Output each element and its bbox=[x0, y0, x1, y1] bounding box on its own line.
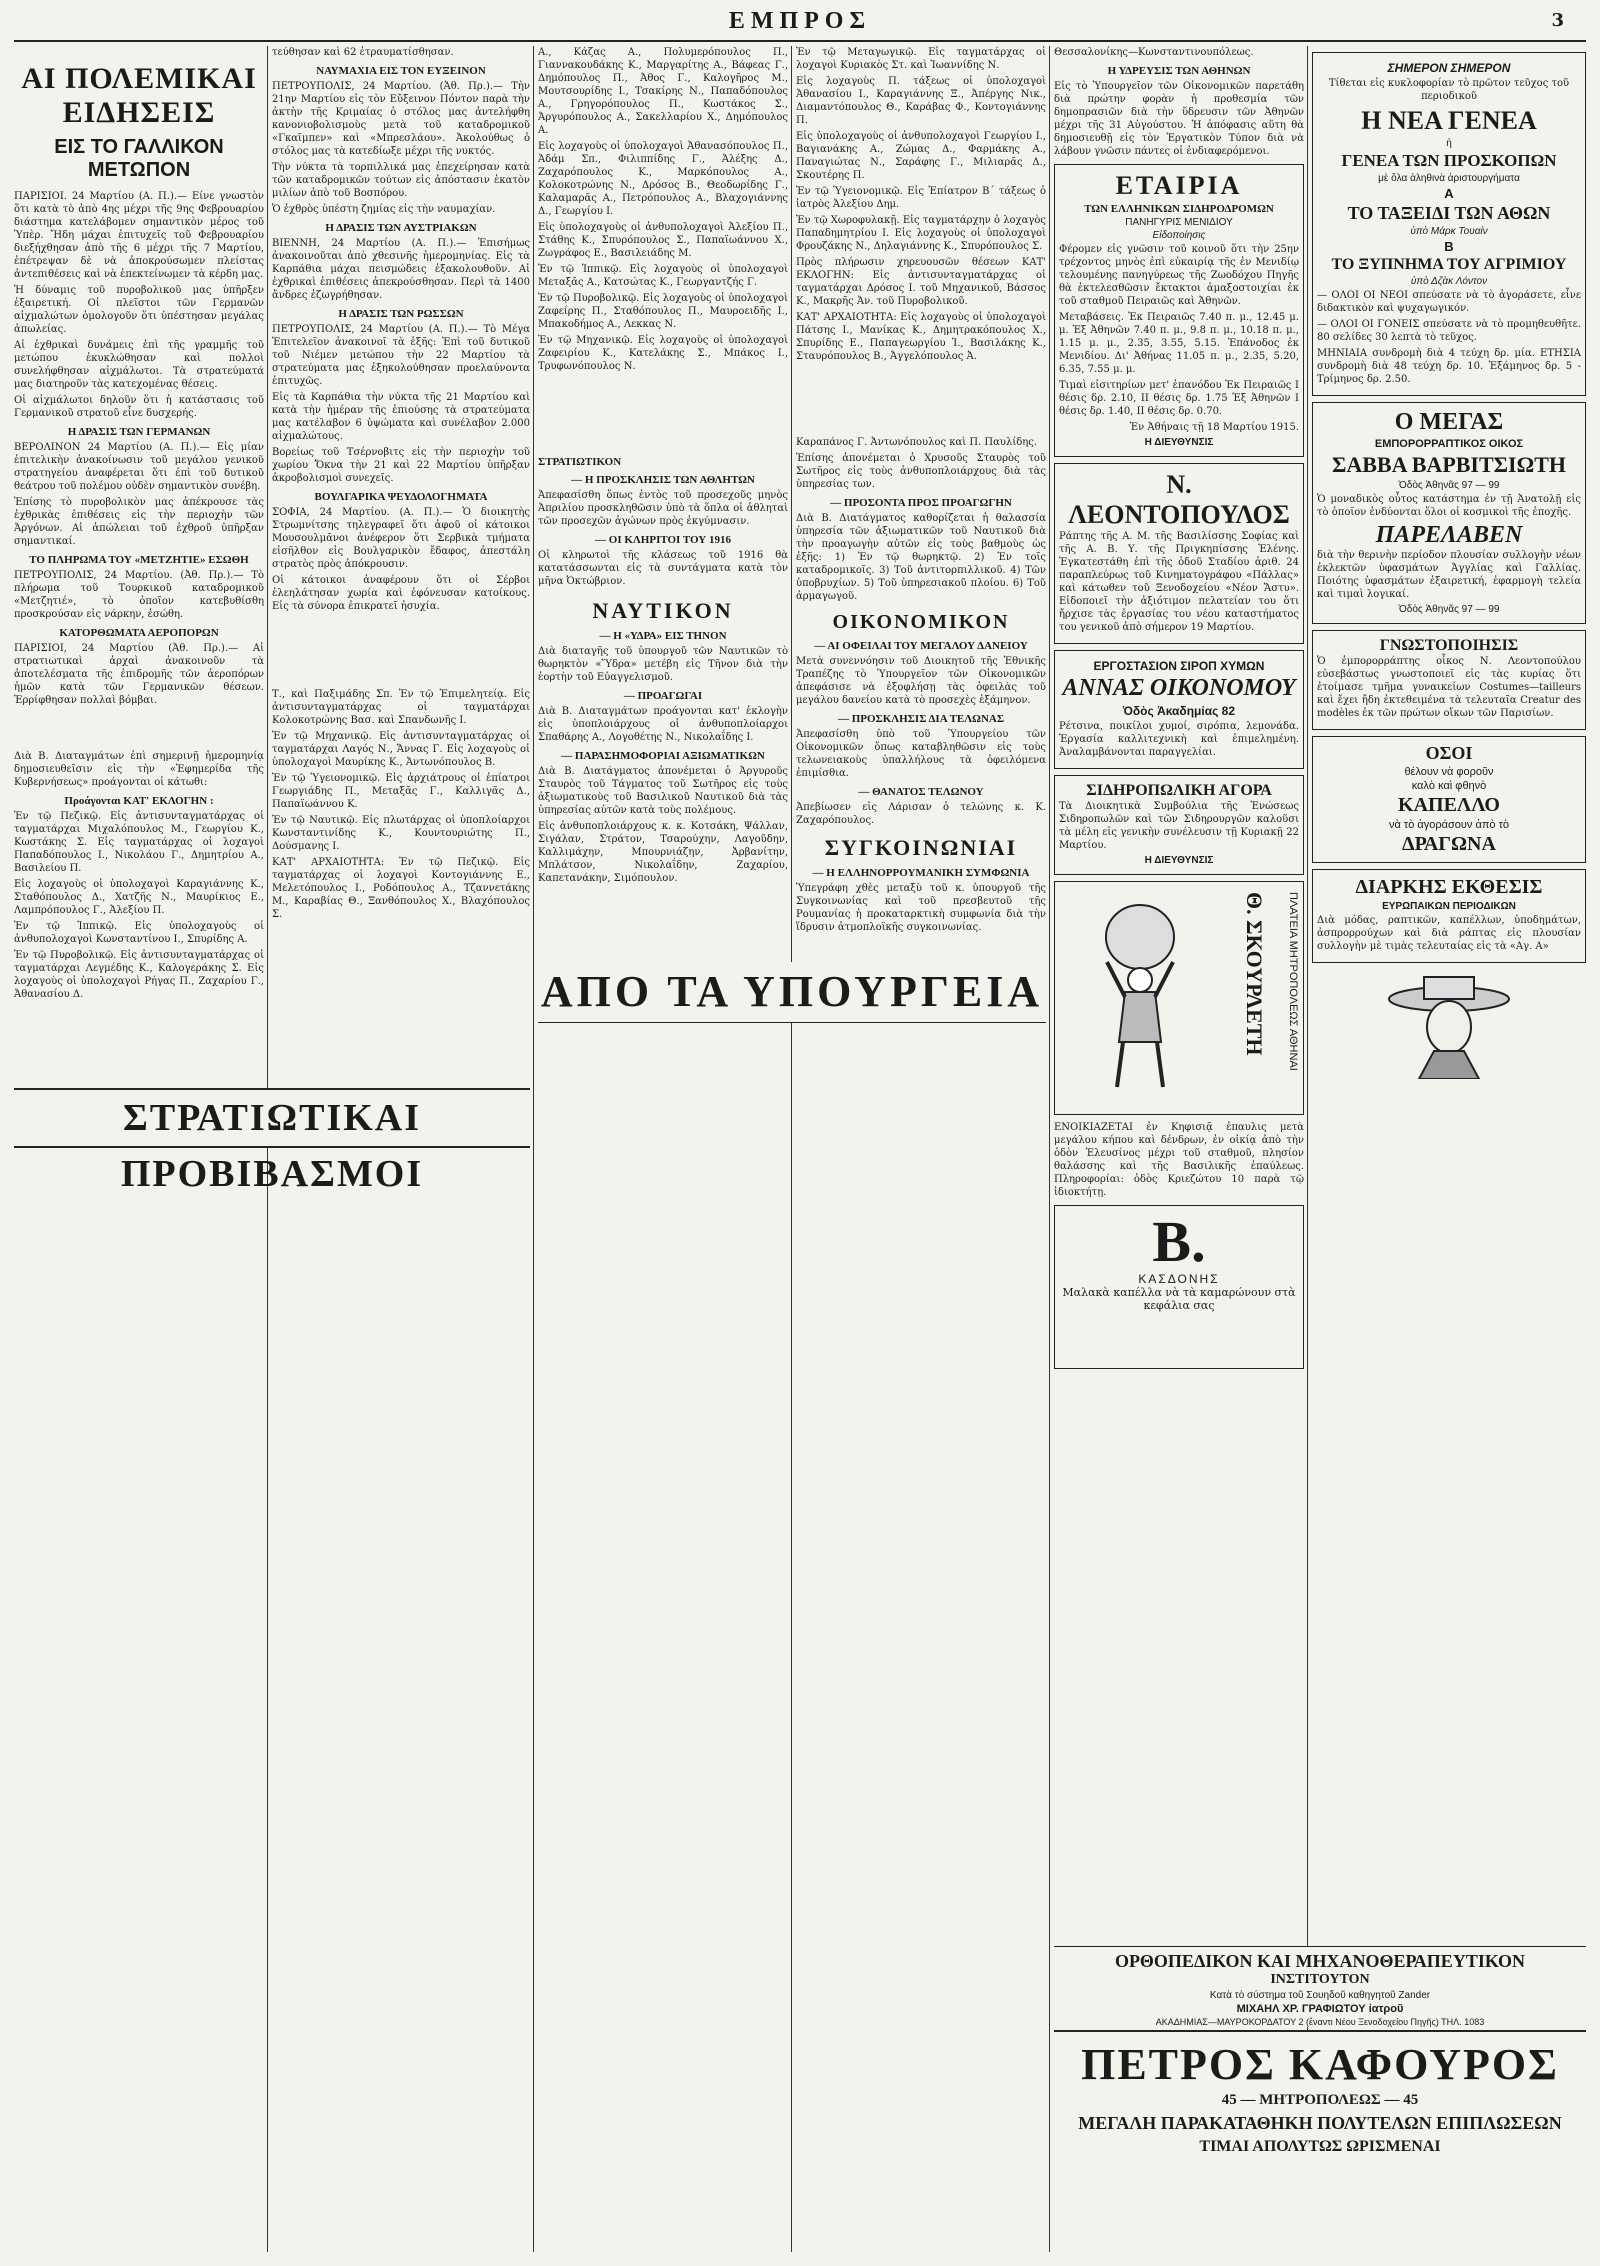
ad-skourleti-place: ΠΛΑΤΕΙΑ ΜΗΤΡΟΠΟΛΕΩΣ ΑΘΗΝΑΙ bbox=[1287, 892, 1299, 1071]
column-rule bbox=[1049, 46, 1050, 2252]
porter-illustration bbox=[1065, 892, 1215, 1092]
ad-exhibition-text: Διὰ μόδας, ραπτικῶν, καπέλλων, ὑποδημάτων, ἀσπρορρούχων καὶ διὰ ράπτας εἰς πλουσίαν συλλογὴν μὲ τιμὰς τελευταίας εἰς τὰ «Αγ. Α» bbox=[1317, 915, 1581, 952]
article-paragraph: Μετὰ συνεννόησιν τοῦ Διοικητοῦ τῆς Ἐθνικῆς Τραπέζης τὸ Ὑπουργεῖον τῶν Οἰκονομικῶν ἀπεφάσισε νὰ ἐξοφλήσῃ τὰς ὀφειλὰς τοῦ μεγάλου δανείου κατὰ τὸ προσεχὲς ἑξάμηνον. bbox=[796, 656, 1046, 706]
ad-syrup-title: ΕΡΓΟΣΤΑΣΙΟΝ ΣΙΡΟΠ ΧΥΜΩΝ bbox=[1093, 659, 1265, 673]
ad-iron-text: Τὰ Διοικητικὰ Συμβούλια τῆς Ἐνώσεως Σιδηροπωλῶν καὶ τῶν Σιδηρουργῶν καλοῦσι τὰ μέλη εἰς γενικὴν συνέλευσιν τῇ Κυριακῇ 22 Μαρτίου. bbox=[1059, 801, 1299, 851]
ad-dragona-line: θέλουν νὰ φοροῦν bbox=[1404, 766, 1494, 778]
ad-orthopedic-title: ΟΡΘΟΠΕΔΙΚΟΝ ΚΑΙ ΜΗΧΑΝΟΘΕΡΑΠΕΥΤΙΚΟΝ bbox=[1114, 1951, 1526, 1971]
ad-iron-title: ΣΙΔΗΡΟΠΩΛΙΚΗ ΑΓΟΡΑ bbox=[1086, 782, 1272, 799]
ad-nea-genea-article: ἡ bbox=[1446, 138, 1452, 149]
article-paragraph: Ἐν τῷ Μεταγωγικῷ. Εἰς ταγματάρχας οἱ λοχαγοὶ Κυριακὸς Στ. καὶ Ἰωαννίδης Ν. bbox=[796, 47, 1046, 71]
article-paragraph: Α., Κάζας Α., Πολυμερόπουλος Π., Γιαννακουδάκης Κ., Μαργαρίτης Α., Βάφεας Γ., Δημόπουλος Π., Ἀθος Γ., Καλογῆρος Μ., Μουτσουρίδης Ι., Τσακίρης Ν., Παπαδόπουλος Α., Γρηγορόπουλος Π., Κωστάκος Σ., Ἀργυρόπουλος Α., Σακελλαρίου Χ., Δημόπουλος Α. bbox=[538, 47, 788, 136]
article-paragraph: τεύθησαν καὶ 62 ἐτραυματίσθησαν. bbox=[272, 47, 454, 58]
article-paragraph: Ὑπεγράφη χθὲς μεταξὺ τοῦ κ. ὑπουργοῦ τῆς Συγκοινωνίας καὶ τοῦ πρεσβευτοῦ τῆς Ρουμανίας ἡ προκαταρκτικὴ συμφωνία διὰ τὴν ἵδρυσιν ἀτμοπλοϊκῆς συγκοινωνίας. bbox=[796, 883, 1046, 933]
headline-naval: ΝΑΥΤΙΚΟΝ bbox=[592, 598, 734, 623]
ad-kasdonis-name: ΚΑΣΔΟΝΗΣ bbox=[1138, 1272, 1220, 1286]
article-paragraph: Καραπάνος Γ. Ἀντωνόπουλος καὶ Π. Παυλίδης. bbox=[796, 437, 1038, 448]
article-paragraph: Ἀπεβίωσεν εἰς Λάρισαν ὁ τελώνης κ. Κ. Ζαχαρόπουλος. bbox=[796, 802, 1046, 826]
masthead bbox=[14, 6, 1586, 42]
section-heading: — Η ΠΡΟΣΚΛΗΣΙΣ ΤΩΝ ΑΘΛΗΤΩΝ bbox=[571, 474, 755, 486]
article-paragraph: Διὰ Β. Διατάγματος καθορίζεται ἡ θαλασσία ὑπηρεσία τῶν ἀξιωματικῶν τοῦ Ναυτικοῦ διὰ τὴν προαγωγὴν αὐτῶν εἰς τοὺς βαθμοὺς ὡς ἑξῆς: 1) Ἐν τῷ θωρηκτῷ. 2) Ἐν τοῖς καταδρομικοῖς. 3) Τοῦ ἀντιτορπιλλικοῦ. 4) Τῶν ὑποβρυχίων. 5) Τοῦ ὑπηρεσιακοῦ πλοίου. 6) Τοῦ ἀρμαγωγοῦ. bbox=[796, 513, 1046, 602]
ad-nea-genea-mid: μὲ ὅλα ἀληθινὰ ἀριστουργήματα bbox=[1378, 173, 1520, 184]
section-heading: Η ΔΡΑΣΙΣ ΤΩΝ ΑΥΣΤΡΙΑΚΩΝ bbox=[325, 222, 477, 234]
ad-leontopoulos-name: Ν. ΛΕΟΝΤΟΠΟΥΛΟΣ bbox=[1068, 470, 1290, 529]
ad-nea-genea-work1: ΤΟ ΤΑΞΕΙΔΙ ΤΩΝ ΑΘΩΝ bbox=[1347, 203, 1551, 223]
article-paragraph: Οἱ αἰχμάλωτοι δηλοῦν ὅτι ἡ κατάστασις τοῦ Γερμανικοῦ στρατοῦ εἶνε δυσχερής. bbox=[14, 395, 264, 419]
ad-dragona bbox=[1312, 736, 1586, 863]
section-heading: — Η ΕΛΛΗΝΟΡΡΟΥΜΑΝΙΚΗ ΣΥΜΦΩΝΙΑ bbox=[812, 867, 1030, 879]
ad-railway-notice: Εἰδοποίησις bbox=[1152, 230, 1206, 241]
ad-leontopoulos-text: Ράπτης τῆς Α. Μ. τῆς Βασιλίσσης Σοφίας καὶ τῆς Α. Β. Υ. τῆς Πριγκηπίσσης Ἑλένης. Ἐγκατεστάθη ἐπὶ τῆς ὁδοῦ Σταδίου ἀριθ. 24 παραπλεύρως τοῦ Κινηματογράφου «Πάλλας» καὶ κάτωθεν τοῦ Ξενοδοχείου «Νέον Ἄστυ». Εἰδοποιεῖ τὴν ἀξιότιμον πελατείαν του ὅτι ἤρχισε τὰς ἐργασίας του νέου καταστήματος του γενικοῦ ἀπὸ σήμερον 19 Μαρτίου. bbox=[1059, 531, 1299, 633]
ad-railway-title: ΕΤΑΙΡΙΑ bbox=[1115, 171, 1243, 200]
section-heading: — ΑΙ ΟΦΕΙΛΑΙ ΤΟΥ ΜΕΓΑΛΟΥ ΔΑΝΕΙΟΥ bbox=[814, 640, 1028, 652]
article-paragraph: Βορείως τοῦ Τσέρνοβιτς εἰς τὴν περιοχὴν τοῦ χωρίου Ὄκνα τὴν 21 καὶ 22 Μαρτίου ὑπῆρξαν ἀκροβολισμοὶ συνεχεῖς. bbox=[272, 447, 530, 484]
ad-kasdonis-letter: Β. bbox=[1152, 1209, 1206, 1274]
section-heading: Η ΥΔΡΕΥΣΙΣ ΤΩΝ ΑΘΗΝΩΝ bbox=[1107, 65, 1251, 77]
ad-syrup-address: Ὁδὸς Ἀκαδημίας 82 bbox=[1122, 704, 1236, 718]
article-paragraph: Ἀπεφασίσθη ὑπὸ τοῦ Ὑπουργείου τῶν Οἰκονομικῶν ὅπως καταβληθῶσιν εἰς τοὺς τελωνειακοὺς ὑπαλλήλους τὰ ὀφειλόμενα ἐπιμίσθια. bbox=[796, 729, 1046, 779]
ad-dragona-line: νὰ τὸ ἀγοράσουν ἀπὸ τὸ bbox=[1388, 819, 1510, 831]
article-paragraph: Ἐπίσης ἀπονέμεται ὁ Χρυσοῦς Σταυρὸς τοῦ Σωτῆρος εἰς τοὺς ἀνθυποπλοιάρχους διὰ τὰς ὑπηρεσίας των. bbox=[796, 453, 1046, 490]
headline-war-news: ΑΙ ΠΟΛΕΜΙΚΑΙ ΕΙΔΗΣΕΙΣ bbox=[21, 62, 257, 129]
section-heading: ΚΑΤΟΡΘΩΜΑΤΑ ΑΕΡΟΠΟΡΩΝ bbox=[59, 627, 219, 639]
ad-exhibition-title: ΔΙΑΡΚΗΣ ΕΚΘΕΣΙΣ bbox=[1355, 876, 1543, 898]
ad-railway-text: Φέρομεν εἰς γνῶσιν τοῦ κοινοῦ ὅτι τὴν 25ην τρέχοντος μηνὸς ἐπὶ εὐκαιρίᾳ τῆς ἐν Μενιδίῳ τελουμένης πανηγύρεως τῆς Ζωοδόχου Πηγῆς θὰ ἐκτελεσθῶσιν ἔκτακτοι ἁμαξοστοιχίαι ἐκ τοῦ σταθμοῦ Πειραιῶς καὶ Ἀθηνῶν. bbox=[1059, 244, 1299, 307]
article-paragraph: ΠΕΤΡΟΥΠΟΛΙΣ, 24 Μαρτίου. (Ἀθ. Πρ.).— Τὸ πλήρωμα τοῦ Τουρκικοῦ καταδρομικοῦ «Μετζητιέ», τὸ ὁποῖον κατεβυθίσθη προσκρούσαν εἰς νάρκην, ἐσώθη. bbox=[14, 570, 264, 620]
ad-exhibition-subtitle: ΕΥΡΩΠΑΙΚΩΝ ΠΕΡΙΟΔΙΚΩΝ bbox=[1382, 901, 1516, 912]
ad-varvitsioti-name: ΣΑΒΒΑ ΒΑΡΒΙΤΣΙΩΤΗ bbox=[1331, 452, 1567, 477]
ad-kafouros bbox=[1054, 2030, 1586, 2258]
article-paragraph: Εἰς ἀνθυποπλοιάρχους κ. κ. Κοτσάκη, Ψάλλαν, Σιγάλαν, Στράτον, Τσαρούχην, Λαγοῦδην, Καλλιμάχην, Μπουρνιάζην, Ἀρβανίτην, Μπλάτσον, Νικολαΐδην, Ζαχαρίου, Καπετανάκην, Σιμόπουλον. bbox=[538, 821, 788, 884]
article-paragraph: Διὰ Β. Διαταγμάτων προάγονται κατ' ἐκλογὴν εἰς ὑποπλοιάρχους οἱ ἀνθυποπλοίαρχοι Σπαθάρης Α., Λογοθέτης Ν., Νικολαΐδης Ι. bbox=[538, 706, 788, 743]
headline-ministries: ΑΠΟ ΤΑ ΥΠΟΥΡΓΕΙΑ bbox=[538, 962, 1046, 1023]
ad-for-rent: ΕΝΟΙΚΙΑΖΕΤΑΙ ἐν Κηφισιᾷ ἐπαυλις μετὰ μεγάλου κήπου καὶ δένδρων, ἐν οἰκίᾳ ἀπὸ τὴν ὁδὸν Ἐλευσίνος μέχρι τοῦ σταθμοῦ, πλησίον θαλάσσης καὶ τῆς Βασιλικῆς ἐπαύλεως. Πληροφορίαι: ὁδὸς Κριεζώτου 10 παρὰ τῷ ἰδιοκτήτῃ. bbox=[1054, 1122, 1304, 1198]
ad-varvitsioti-title: Ο ΜΕΓΑΣ bbox=[1394, 409, 1504, 435]
section-heading: — ΠΡΟΣΚΛΗΣΙΣ ΔΙΑ ΤΕΛΩΝΑΣ bbox=[837, 713, 1005, 725]
article-paragraph: Ἐν τῷ Ναυτικῷ. Εἰς πλωτάρχας οἱ ὑποπλοίαρχοι Κωνσταντινίδης Κ., Κουντουριώτης Π., Δούσμανης Ι. bbox=[272, 815, 530, 852]
article-paragraph: Ἐν τῷ Ἱππικῷ. Εἰς ὑπολοχαγοὺς οἱ ἀνθυπολοχαγοὶ Κωνσταντίνου Ι., Σπυρίδης Α. bbox=[14, 921, 264, 945]
column-rule bbox=[533, 46, 534, 2252]
article-paragraph: Εἰς τὸ Ὑπουργεῖον τῶν Οἰκονομικῶν παρετάθη διὰ πρώτην φορὰν ἡ προθεσμία τῶν δημοπρασιῶν διὰ τὴν ὕδρευσιν τῶν Ἀθηνῶν μέχρι τῆς 31 Αὐγούστου. Ἡ ἀπόφασις αὕτη θὰ δημοσιευθῇ εἰς τὸν Ἐργατικὸν Τύπον διὰ νὰ λάβουν γνῶσιν πάντες οἱ ἐνδιαφερόμενοι. bbox=[1054, 81, 1304, 157]
ad-exhibition bbox=[1312, 869, 1586, 963]
ad-railway bbox=[1054, 164, 1304, 457]
article-paragraph: ΣΟΦΙΑ, 24 Μαρτίου. (Α. Π.).— Ὁ διοικητὴς Στρωμνίτσης τηλεγραφεῖ ὅτι ἀφοῦ οἱ κάτοικοι Μουσουλμᾶνοι ἀνέφερον ὅτι Σερβικὰ τμήματα εἰσῆλθον εἰς Βουλγαρικὸν ἔδαφος, ἀπεστάλη στρατὸς πρὸς ἀπόκρουσιν. bbox=[272, 507, 530, 570]
article-paragraph: Αἱ ἐχθρικαὶ δυνάμεις ἐπὶ τῆς γραμμῆς τοῦ μετώπου ἐκυκλώθησαν καὶ πολλοὶ συνελήφθησαν αἰχμάλωτοι. Τὰ στρατεύματά μας διατηροῦν τὰς κατεχομένας θέσεις. bbox=[14, 340, 264, 390]
column-6 bbox=[1312, 46, 1586, 2252]
ad-skourleti bbox=[1054, 881, 1304, 1115]
section-heading: — ΠΡΟΑΓΩΓΑΙ bbox=[623, 690, 703, 702]
article-paragraph: Διὰ Β. Διαταγμάτων ἐπὶ σημερινῇ ἡμερομηνίᾳ δημοσιευθεῖσιν εἰς τὴν «Ἐφημερίδα τῆς Κυβερνήσεως» προάγονται οἱ κάτωθι: bbox=[14, 751, 264, 788]
article-paragraph: ΠΕΤΡΟΥΠΟΛΙΣ, 24 Μαρτίου (Α. Π.).— Τὸ Μέγα Ἐπιτελεῖον ἀνακοινοῖ τὰ ἑξῆς: Ἐπὶ τοῦ δυτικοῦ τοῦ Νιέμεν μετώπου τὴν 22 Μαρτίου τὰ στρατεύματα μας ἐξηκολούθησαν προελαύνοντα ἐπιτυχῶς. bbox=[272, 324, 530, 387]
article-paragraph: Πρὸς πλήρωσιν χηρευουσῶν θέσεων ΚΑΤ' ΕΚΛΟΓΗΝ: Εἰς ἀντισυνταγματάρχας οἱ ταγματάρχαι Δρόσος Ι. τοῦ Μηχανικοῦ, Βάσσος Κ., Μακρῆς Ἀν. τοῦ Πυροβολικοῦ. bbox=[796, 257, 1046, 307]
ad-nea-genea-letter-a: Α bbox=[1444, 186, 1454, 201]
article-paragraph: ΚΑΤ' ΑΡΧΑΙΟΤΗΤΑ: Ἐν τῷ Πεζικῷ. Εἰς ταγματάρχας οἱ λοχαγοὶ Κοντογιάννης Ε., Μελετόπουλος Ι., Ροδόπουλος Α., Τζαννετάκης Μ., Καραβίας Θ., Ξανθόπουλος Χ., Βλαχόπουλος Σ. bbox=[272, 857, 530, 920]
article-paragraph: ΒΙΕΝΝΗ, 24 Μαρτίου (Α. Π.).— Ἐπισήμως ἀνακοινοῦται ἀπὸ χθεσινῆς ἡμερομηνίας. Εἰς τὰ Καρπάθια μάχαι πεισμώδεις ἐξακολουθοῦν. Αἱ ἐχθρικαὶ ἐπιθέσεις ἀπεκρούσθησαν. Περὶ τὰ 1400 ἄνδρες ἐζωγρήθησαν. bbox=[272, 238, 530, 301]
ad-nea-genea-text: — ΟΛΟΙ ΟΙ ΓΟΝΕΙΣ σπεύσατε νὰ τὸ προμηθευθῆτε. 80 σελίδες 30 λεπτὰ τὸ τεῦχος. bbox=[1317, 319, 1581, 343]
page-number: 3 bbox=[1551, 10, 1564, 31]
column-5 bbox=[1054, 46, 1304, 2252]
ad-varvitsioti-text: διὰ τὴν θερινὴν περίοδον πλουσίαν συλλογὴν νέων ἐκλεκτῶν ὑφασμάτων Ἀγγλίας καὶ Γαλλίας. Ποιότης ὑφασμάτων ἐξαιρετική, ἐφαρμογὴ τελεία καὶ τιμαὶ λογικαί. bbox=[1317, 550, 1581, 600]
article-paragraph: Ἐν τῷ Ὑγειονομικῷ. Εἰς Ἐπίατρον Β΄ τάξεως ὁ ἰατρὸς Ἀλεξίου Δημ. bbox=[796, 186, 1046, 210]
section-heading: Η ΔΡΑΣΙΣ ΤΩΝ ΡΩΣΣΩΝ bbox=[338, 308, 464, 320]
ad-nea-genea-letter-b: Β bbox=[1444, 239, 1454, 254]
section-heading: ΝΑΥΜΑΧΙΑ ΕΙΣ ΤΟΝ ΕΥΞΕΙΝΟΝ bbox=[316, 65, 486, 77]
article-paragraph: Εἰς λοχαγοὺς οἱ ὑπολοχαγοὶ Ἀθανασόπουλος Π., Ἀδάμ Σπ., Φιλιππίδης Γ., Ἀλέξης Δ., Ζαχαρόπουλος Κ., Μαρκόπουλος Α., Κολοκοτρώνης Ν., Δρόσος Β., Θεοδωρίδης Γ., Καλαμαρᾶς Α., Πετρόπουλος Α., Βλαχογιάννης Δ., Γεωργίου Ι. bbox=[538, 141, 788, 217]
ad-syrup-text: Ρέτσινα, ποικίλοι χυμοί, σιρόπια, λεμονάδα. Ἐργασία καλλιτεχνικὴ καὶ ἐπιμελημένη. Ἀναλαμβάνονται παραγγελίαι. bbox=[1059, 721, 1299, 758]
ad-orthopedic-address: ΑΚΑΔΗΜΙΑΣ—ΜΑΥΡΟΚΟΡΔΑΤΟΥ 2 (ἔναντι Νέου Ξενοδοχείου Πηγῆς) ΤΗΛ. 1083 bbox=[1155, 2017, 1485, 2027]
ad-leontopoulos bbox=[1054, 463, 1304, 644]
article-paragraph: Τ., καὶ Παξιμάδης Σπ. Ἐν τῷ Ἐπιμελητείᾳ. Εἰς ἀντισυνταγματάρχας οἱ ταγματάρχαι Κολοκοτρώνης Βασ. καὶ Σπανδωνῆς Ι. bbox=[272, 689, 530, 726]
article-paragraph: Εἰς ὑπολοχαγοὺς οἱ ἀνθυπολοχαγοὶ Ἀλεξίου Π., Στάθης Κ., Σπυρόπουλος Σ., Παπαϊωάννου Χ., Ζωγράφος Ε., Βασιλειάδης Μ. bbox=[538, 222, 788, 259]
ad-nea-genea-subtitle: ΓΕΝΕΑ ΤΩΝ ΠΡΟΣΚΟΠΩΝ bbox=[1341, 151, 1557, 170]
article-paragraph: Ἐπίσης τὸ πυροβολικὸν μας ἀπέκρουσε τὰς ἐχθρικὰς ἐπιθέσεις εἰς τὴν περιοχὴν τῶν Ἀργόνων. Αἱ ἀπώλειαι τοῦ ἐχθροῦ ὑπῆρξαν σημαντικαί. bbox=[14, 497, 264, 547]
ad-syrup-factory bbox=[1054, 650, 1304, 769]
article-paragraph: Εἰς ὑπολοχαγοὺς οἱ ἀνθυπολοχαγοὶ Γεωργίου Ι., Βαγιανάκης Α., Ζώμας Δ., Φαρμάκης Α., Παναγιώτας Ν., Σαράφης Γ., Μιλιαρᾶς Δ., Σκουτέρης Π. bbox=[796, 131, 1046, 181]
column-2 bbox=[272, 46, 530, 2252]
ad-varvitsioti-text: Ὁ μοναδικὸς οὗτος κατάστημα ἐν τῇ Ἀνατολῇ εἰς τὸ ὁποῖον ἐνδύονται ὅλοι οἱ κοσμικοὶ τῆς ἐποχῆς. bbox=[1317, 494, 1581, 518]
ad-kafouros-bottom: ΤΙΜΑΙ ΑΠΟΛΥΤΩΣ ΩΡΙΣΜΕΝΑΙ bbox=[1199, 2138, 1441, 2155]
section-heading: — ΠΑΡΑΣΗΜΟΦΟΡΙΑΙ ΑΞΙΩΜΑΤΙΚΩΝ bbox=[561, 750, 765, 762]
headline-communications: ΣΥΓΚΟΙΝΩΝΙΑΙ bbox=[824, 835, 1018, 860]
article-paragraph: Οἱ κληρωτοὶ τῆς κλάσεως τοῦ 1916 θὰ κατατάσσωνται εἰς τὰ συντάγματα κατὰ τὸν μῆνα Ὀκτώβριον. bbox=[538, 550, 788, 587]
column-4 bbox=[796, 46, 1046, 2252]
ad-kafouros-text: ΜΕΓΑΛΗ ΠΑΡΑΚΑΤΑΘΗΚΗ ΠΟΛΥΤΕΛΩΝ ΕΠΙΠΛΩΣΕΩΝ bbox=[1078, 2113, 1562, 2133]
article-paragraph: ΠΑΡΙΣΙΟΙ. 24 Μαρτίου (Α. Π.).— Είνε γνωστὸν ὅτι κατὰ τὸ ἀπὸ 4ης μέχρι τῆς 9ης Φεβρουαρίου διάστημα κατελάβομεν σημαντικὸν μέρος τοῦ Ὑπὲρ. Ἤδη μάχαι ἐπιτυχεῖς τοῦ Φεβρουαρίου διεξήχθησαν ἀπὸ τῆς 6 μέχρι τῆς 7 Μαρτίου, ἐπέτρεψαν δὲ νὰ ἀποκρούσωμεν πλείστας ἀντεπιθέσεις καὶ νὰ ἐπεκτείνωμεν τὰ κέρδη μας. bbox=[14, 191, 264, 280]
article-paragraph: Ἐν τῷ Πυροβολικῷ. Εἰς ἀντισυνταγματάρχας οἱ ταγματάρχαι Λεγμέδης Κ., Καλογεράκης Σ. Εἰς λοχαγοὺς οἱ ὑπολοχαγοὶ Ρήγας Π., Ζαχαρίου Γ., Ἀθανασίου Δ. bbox=[14, 950, 264, 1000]
headline-military-promotions: ΣΤΡΑΤΙΩΤΙΚΑΙ ΠΡΟΒΙΒΑΣΜΟΙ bbox=[14, 1088, 530, 1148]
ad-orthopedic-text: Κατὰ τὸ σύστημα τοῦ Σουηδοῦ καθηγητοῦ Zander bbox=[1209, 1990, 1431, 2001]
ad-nea-genea-work2: ΤΟ ΞΥΠΝΗΜΑ ΤΟΥ ΑΓΡΙΜΙΟΥ bbox=[1331, 256, 1567, 273]
section-heading: ΒΟΥΛΓΑΡΙΚΑ ΨΕΥΔΟΛΟΓΗΜΑΤΑ bbox=[314, 491, 488, 503]
ad-dragona-line: ΚΑΠΕΛΛΟ bbox=[1398, 794, 1500, 816]
section-heading: — Η «ΥΔΡΑ» ΕΙΣ ΤΗΝΟΝ bbox=[599, 630, 727, 642]
ad-iron-signature: Η ΔΙΕΥΘΥΝΣΙΣ bbox=[1144, 855, 1214, 866]
article-paragraph: Εἰς λοχαγοὺς οἱ ὑπολοχαγοὶ Καραγιάννης Κ., Σταθόπουλος Δ., Χατζῆς Ν., Μαυρίκιος Ε., Λαμπρόπουλος Γ., Ἀλεξίου Π. bbox=[14, 879, 264, 916]
ad-varvitsioti-head: ΠΑΡΕΛΑΒΕΝ bbox=[1375, 522, 1523, 548]
article-paragraph: ΒΕΡΟΛΙΝΟΝ 24 Μαρτίου (Α. Π.).— Εἰς μίαν ἐπιτελικὴν ἀνακοίνωσιν τοῦ μεγάλου γενικοῦ στρατηγείου ἀναφέρεται ὅτι ἐπὶ τοῦ δυτικοῦ θεάτρου τοῦ πολέμου οὐδὲν σημαντικὸν συνέβη. bbox=[14, 442, 264, 492]
ad-dragona-line: ΟΣΟΙ bbox=[1425, 743, 1473, 763]
ad-varvitsioti bbox=[1312, 402, 1586, 624]
article-paragraph: Εἰς λοχαγοὺς Π. τάξεως οἱ ὑπολοχαγοὶ Ἀθανασίου Ι., Καραγιάννης Ξ., Ἀπέργης Νικ., Διαμαντόπουλος Θ., Καράβας Φ., Κοντογιάννης Π. bbox=[796, 76, 1046, 126]
ad-orthopedic bbox=[1054, 1946, 1586, 2027]
article-paragraph: Ἐν τῷ Πεζικῷ. Εἰς ἀντισυνταγματάρχας οἱ ταγματάρχαι Μιχαλόπουλος Μ., Γεωργίου Κ., Κωστάκης Σ. Εἰς ταγματάρχας οἱ λοχαγοὶ Παπαδόπουλος Ι., Νικολάου Γ., Δημητρίου Α., Βασιλείου Π. bbox=[14, 811, 264, 874]
ad-nea-genea-text: — ΟΛΟΙ ΟΙ ΝΕΟΙ σπεύσατε νὰ τὸ ἀγοράσετε, εἶνε διδακτικὸν καὶ ψυχαγωγικόν. bbox=[1317, 290, 1581, 314]
article-paragraph: ΚΑΤ' ΑΡΧΑΙΟΤΗΤΑ: Εἰς λοχαγοὺς οἱ ὑπολοχαγοὶ Πάτσης Ι., Μανίκας Κ., Δημητρακόπουλος Χ., Σπυρίδης Ε., Παπαγεωργίου Ἰ., Βασιλάκης Κ., Σταυρόπουλος Β., Ἀγγελόπουλος Ἀ. bbox=[796, 312, 1046, 362]
headline-financial: ΟΙΚΟΝΟΜΙΚΟΝ bbox=[832, 611, 1010, 633]
ad-nea-genea-title: Η ΝΕΑ ΓΕΝΕΑ bbox=[1361, 106, 1537, 135]
article-paragraph: Ἐν τῷ Χωροφυλακῇ. Εἰς ταγματάρχην ὁ λοχαγὸς Παπαδημητρίου Ι. Εἰς λοχαγοὺς οἱ ὑπολοχαγοὶ Φρουζάκης Ν., Δηλαγιάννης Κ., Σπυρόπουλος Σ. bbox=[796, 215, 1046, 252]
section-heading: ΤΟ ΠΛΗΡΩΜΑ ΤΟΥ «ΜΕΤΖΗΤΙΕ» ΕΣΩΘΗ bbox=[29, 554, 249, 566]
section-heading: — ΘΑΝΑΤΟΣ ΤΕΛΩΝΟΥ bbox=[858, 786, 984, 798]
article-paragraph: Οἱ κάτοικοι ἀναφέρουν ὅτι οἱ Σέρβοι ἐλεηλάτησαν χωρία καὶ ἐφόνευσαν κατοίκους. Εἰς τὰ σύνορα ἐπικρατεῖ ἡσυχία. bbox=[272, 575, 530, 612]
man-with-hat-illustration bbox=[1374, 969, 1524, 1079]
ad-announcement-text: Ὁ ἐμπορορράπτης οἶκος Ν. Λεοντοπούλου εὐσεβάστως γνωστοποιεῖ εἰς τὰς κυρίας ὅτι ἐτοίμασε τμῆμα γυναικείων Costumes—tailleurs καὶ ἔχει ἤδη ἐκτεθειμένα τὰ τελευταῖα Creatur des modèles ἐκ τῶν πρώτων οἴκων τῶν Παρισίων. bbox=[1317, 656, 1581, 719]
article-paragraph: Διὰ διαταγῆς τοῦ ὑπουργοῦ τῶν Ναυτικῶν τὸ θωρηκτὸν «Ὕδρα» μετέβη εἰς Τῆνον διὰ τὴν ἑορτὴν τοῦ Εὐαγγελισμοῦ. bbox=[538, 646, 788, 683]
article-paragraph: Ἡ δύναμις τοῦ πυροβολικοῦ μας ὑπῆρξεν ἐξαιρετική. Οἱ πλεῖστοι τῶν Γερμανῶν αἰχμαλώτων ὁμολογοῦν ὅτι ὑπέστησαν μεγάλας ἀπωλείας. bbox=[14, 285, 264, 335]
column-3 bbox=[538, 46, 788, 2252]
ad-varvitsioti-subtitle: ΕΜΠΟΡΟΡΡΑΠΤΙΚΟΣ ΟΙΚΟΣ bbox=[1374, 438, 1524, 450]
ad-iron-market bbox=[1054, 775, 1304, 875]
newspaper-page bbox=[14, 6, 1586, 2260]
article-paragraph: ΠΕΤΡΟΥΠΟΛΙΣ, 24 Μαρτίου. (Ἀθ. Πρ.).— Τὴν 21ην Μαρτίου εἰς τὸν Εὔξεινον Πόντον παρὰ τὴν ἀκτὴν τῆς Κριμαίας ὁ στόλος μας ἀντελήφθη κανονιοβολισμοὺς μετὰ τοῦ καταδρομικοῦ «Γκαῖμπεν» καὶ «Μπρεσλάου». Ἀκολούθως ὁ στόλος μας τὰ κατεδίωξε μέχρι τῆς νυκτός. bbox=[272, 81, 530, 157]
ad-railway-signature: Η ΔΙΕΥΘΥΝΣΙΣ bbox=[1144, 437, 1214, 448]
article-paragraph: Διὰ Β. Διατάγματος ἀπονέμεται ὁ Ἀργυροῦς Σταυρὸς τοῦ Τάγματος τοῦ Σωτῆρος εἰς τοὺς ἀξιωματικοὺς τοῦ Βασιλικοῦ Ναυτικοῦ διὰ τὰς ὑπηρεσίας αὐτῶν κατὰ τοὺς πολέμους. bbox=[538, 766, 788, 816]
article-paragraph: Εἰς τὰ Καρπάθια τὴν νύκτα τῆς 21 Μαρτίου καὶ κατὰ τὴν ἡμέραν τῆς ἐπιούσης τὰ στρατεύματα μας κατέλαβον 6 ὑψώματα καὶ συνέλαβον 2.000 αἰχμαλώτους. bbox=[272, 392, 530, 442]
column-rule bbox=[791, 46, 792, 2252]
ad-varvitsioti-address: Ὁδὸς Ἀθηνᾶς 97 — 99 bbox=[1398, 604, 1500, 615]
ad-nea-genea bbox=[1312, 52, 1586, 396]
ad-railway-event: ΠΑΝΗΓΥΡΙΣ ΜΕΝΙΔΙΟΥ bbox=[1125, 217, 1233, 228]
ad-nea-genea-prices: ΜΗΝΙΑΙΑ συνδρομὴ διὰ 4 τεύχη δρ. μία. ΕΤΗΣΙΑ συνδρομὴ διὰ 48 τεύχη δρ. 10. Ἐξάμηνος δρ. 5 - Τρίμηνος δρ. 2.50. bbox=[1317, 348, 1581, 385]
section-heading: Προάγονται ΚΑΤ' ΕΚΛΟΓΗΝ : bbox=[64, 795, 214, 807]
ad-railway-subtitle: ΤΩΝ ΕΛΛΗΝΙΚΩΝ ΣΙΔΗΡΟΔΡΟΜΩΝ bbox=[1084, 203, 1274, 215]
ad-kasdonis-text: Μαλακὰ καπέλλα νὰ τὰ καμαρώνουν στὰ κεφάλια σας bbox=[1062, 1286, 1296, 1312]
ad-syrup-name: ΑΝΝΑΣ ΟΙΚΟΝΟΜΟΥ bbox=[1062, 675, 1296, 701]
ad-nea-genea-author1: ὑπὸ Μάρκ Τουαίν bbox=[1410, 226, 1488, 237]
ad-orthopedic-name: ΜΙΧΑΗΛ ΧΡ. ΓΡΑΦΙΩΤΟΥ ἰατροῦ bbox=[1236, 2003, 1404, 2015]
masthead-title: ΕΜΠΡΟΣ bbox=[728, 8, 872, 34]
ad-dragona-line: ΔΡΑΓΩΝΑ bbox=[1402, 833, 1496, 855]
subheadline-french-front: ΕΙΣ ΤΟ ΓΑΛΛΙΚΟΝ ΜΕΤΩΠΟΝ bbox=[54, 136, 224, 181]
ad-kasdonis bbox=[1054, 1205, 1304, 1369]
section-heading: ΣΤΡΑΤΙΩΤΙΚΟΝ bbox=[538, 456, 622, 468]
article-paragraph: Ἐν τῷ Πυροβολικῷ. Εἰς λοχαγοὺς οἱ ὑπολοχαγοὶ Ζαφείρης Π., Σταθόπουλος Π., Μαυροειδῆς Ι., Μπακοδήμος Α., Λεκκας Ν. bbox=[538, 293, 788, 330]
ad-dragona-line: καλὸ καὶ φθηνὸ bbox=[1411, 780, 1487, 792]
ad-nea-genea-lead: Τίθεται εἰς κυκλοφορίαν τὸ πρῶτον τεῦχος τοῦ περιοδικοῦ bbox=[1328, 78, 1570, 102]
column-rule bbox=[1307, 46, 1308, 2252]
section-heading: Η ΔΡΑΣΙΣ ΤΩΝ ΓΕΡΜΑΝΩΝ bbox=[67, 426, 211, 438]
ad-skourleti-name: Θ. ΣΚΟΥΡΛΕΤΗ bbox=[1242, 892, 1267, 1056]
article-paragraph: ΠΑΡΙΣΙΟΙ, 24 Μαρτίου (Ἀθ. Πρ.).— Αἱ στρατιωτικαὶ ἀρχαὶ ἀνακοινοῦν τὰ ἀποτελέσματα τῆς ἐπιδρομῆς τῶν ἀεροπόρων ἡμῶν κατὰ τῶν Γερμανικῶν θέσεων. Ἐρρίφθησαν πολλαὶ βόμβαι. bbox=[14, 643, 264, 706]
section-heading: — ΟΙ ΚΛΗΡΙΤΟΙ ΤΟΥ 1916 bbox=[595, 534, 731, 546]
ad-kafouros-address: 45 — ΜΗΤΡΟΠΟΛΕΩΣ — 45 bbox=[1221, 2092, 1419, 2108]
section-heading: — ΠΡΟΣΟΝΤΑ ΠΡΟΣ ΠΡΟΑΓΩΓΗΝ bbox=[830, 497, 1012, 509]
article-paragraph: Ἐν τῷ Μηχανικῷ. Εἰς ἀντισυνταγματάρχας οἱ ταγματάρχαι Λαγός Ν., Ἄννας Γ. Εἰς λοχαγοὺς οἱ ὑπολοχαγοὶ Μαυρίκης Κ., Ἀντωνόπουλος Β. bbox=[272, 731, 530, 768]
article-paragraph: Θεσσαλονίκης—Κωνσταντινουπόλεως. bbox=[1054, 47, 1254, 58]
ad-orthopedic-subtitle: ΙΝΣΤΙΤΟΥΤΟΝ bbox=[1270, 1972, 1370, 1987]
article-paragraph: Ἐν τῷ Ὑγειονομικῷ. Εἰς ἀρχιάτρους οἱ ἐπίατροι Γεωργιάδης Π., Μεταξᾶς Γ., Καλλιγᾶς Δ., Παπαϊωάννου Κ. bbox=[272, 773, 530, 810]
article-paragraph: Τὴν νύκτα τὰ τορπιλλικά μας ἐπεχείρησαν κατὰ τῶν καταδρομικῶν τούτων εἰς ἀπόστασιν ἑκατὸν μιλίων ἀπὸ τοῦ Βοσπόρου. bbox=[272, 162, 530, 199]
article-paragraph: Ἀπεφασίσθη ὅπως ἐντὸς τοῦ προσεχοῦς μηνὸς Ἀπριλίου προσκληθῶσιν ὑπὸ τὰ ὅπλα οἱ ἀθληταὶ τῶν προσεχῶν ἀγώνων πρὸς ἐκγύμνασιν. bbox=[538, 490, 788, 527]
ad-kafouros-name: ΠΕΤΡΟΣ ΚΑΦΟΥΡΟΣ bbox=[1081, 2040, 1559, 2089]
ad-nea-genea-author2: ὑπὸ Δζὰκ Λόντον bbox=[1410, 276, 1488, 287]
ad-railway-schedule: Μεταβάσεις. Ἐκ Πειραιῶς 7.40 π. μ., 12.45 μ. μ. Ἐξ Ἀθηνῶν 7.40 π. μ., 9.8 π. μ., 10.18 π. μ., 1.15 μ. μ., 2.35, 3.55, 5.15. Ἐπάνοδος ἐκ Μενιδίου. Δι' Ἀθήνας 11.05 π. μ., 2.35, 5.20, 6.35, 7.55 μ. μ. bbox=[1059, 312, 1299, 375]
ad-railway-prices: Τιμαὶ εἰσιτηρίων μετ' ἐπανόδου Ἐκ Πειραιῶς I θέσις δρ. 2.10, II θέσις δρ. 1.75 Ἐξ Ἀθηνῶν I θέσις δρ. 1.40, II θέσις δρ. 0.70. bbox=[1059, 380, 1299, 417]
ad-nea-genea-top: ΣΗΜΕΡΟΝ ΣΗΜΕΡΟΝ bbox=[1387, 61, 1511, 75]
ad-announcement-title: ΓΝΩΣΤΟΠΟΙΗΣΙΣ bbox=[1379, 637, 1519, 654]
ad-railway-date: Ἐν Ἀθήναις τῇ 18 Μαρτίου 1915. bbox=[1129, 422, 1299, 433]
ad-announcement bbox=[1312, 630, 1586, 730]
article-paragraph: Ἐν τῷ Ἱππικῷ. Εἰς λοχαγοὺς οἱ ὑπολοχαγοὶ Μεταξᾶς Α., Κατσώτας Κ., Γεωργαντζής Γ. bbox=[538, 264, 788, 288]
ad-varvitsioti-address: Ὁδὸς Ἀθηνᾶς 97 — 99 bbox=[1398, 480, 1500, 491]
article-paragraph: Ἐν τῷ Μηχανικῷ. Εἰς λοχαγοὺς οἱ ὑπολοχαγοὶ Ζαφειρίου Κ., Κατελάκης Σ., Μπάκος Ι., Τρυφωνόπουλος Ν. bbox=[538, 335, 788, 372]
article-paragraph: Ὁ ἐχθρὸς ὑπέστη ζημίας εἰς τὴν ναυμαχίαν. bbox=[272, 204, 496, 215]
